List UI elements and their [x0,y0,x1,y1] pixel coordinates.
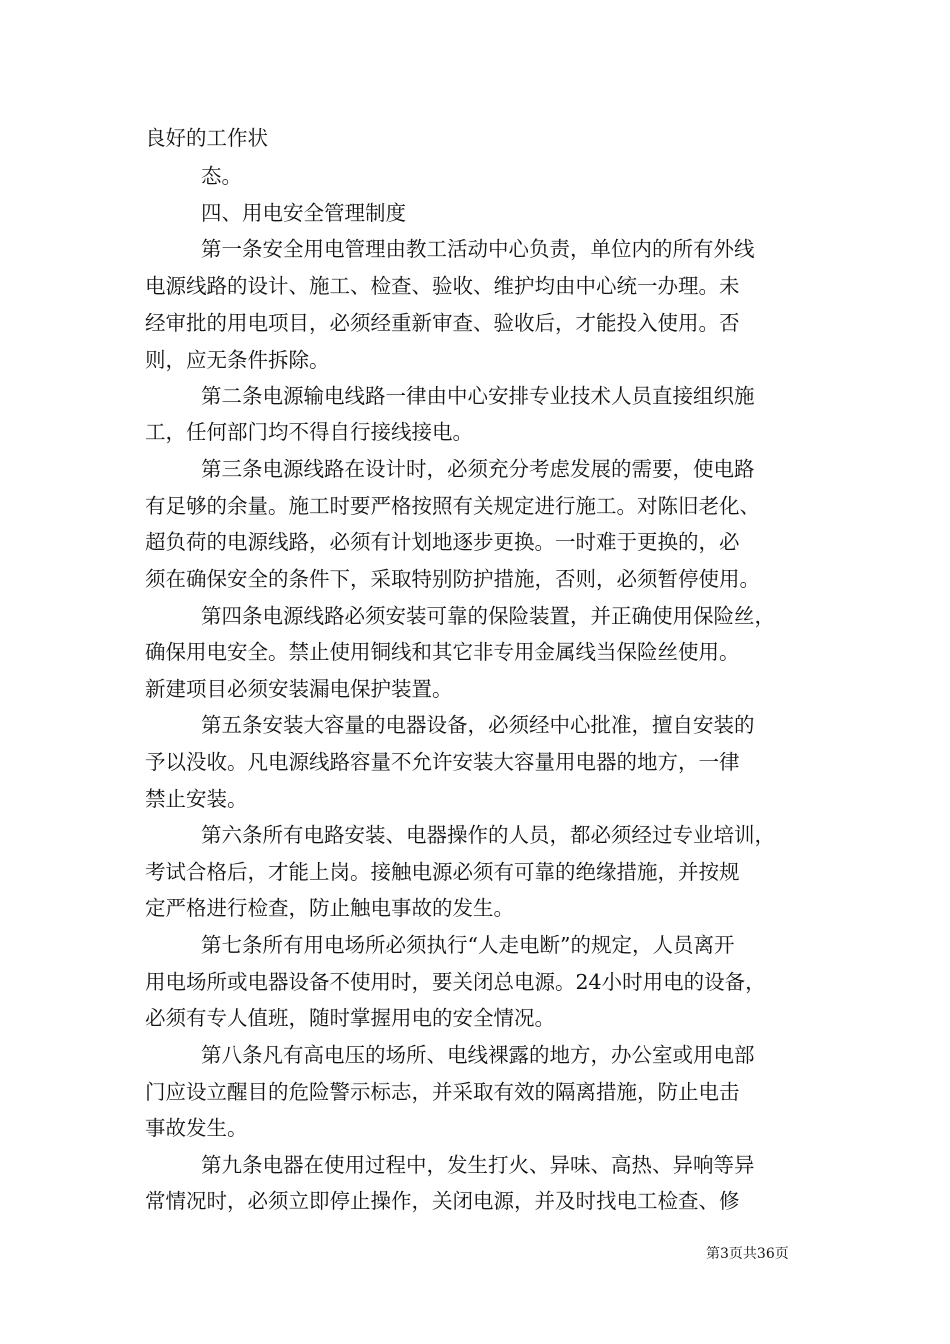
text-line: 必须有专人值班，随时掌握用电的安全情况。 [145,1006,555,1030]
text-line: 则，应无条件拆除。 [145,348,330,372]
text-line: 事故发生。 [145,1116,248,1140]
text-line: 第八条凡有高电压的场所、电线裸露的地方，办公室或用电部 [201,1043,755,1067]
text-line: 第九条电器在使用过程中，发生打火、异味、高热、异响等异 [201,1153,755,1177]
text-line: 用电场所或电器设备不使用时，要关闭总电源。24小时用电的设备， [145,970,766,994]
text-line: 新建项目必须安装漏电保护装置。 [145,677,453,701]
text-line: 工，任何部门均不得自行接线接电。 [145,420,473,444]
text-line: 第一条安全用电管理由教工活动中心负责，单位内的所有外线 [201,237,755,261]
text-line: 定严格进行检查，防止触电事故的发生。 [145,896,514,920]
text-line: 第七条所有用电场所必须执行“人走电断”的规定，人员离开 [201,933,735,957]
text-line: 考试合格后，才能上岗。接触电源必须有可靠的绝缘措施，并按规 [145,860,740,884]
text-line: 第五条安装大容量的电器设备，必须经中心批准，擅自安装的 [201,713,755,737]
text-line: 态。 [201,164,242,188]
text-line: 第六条所有电路安装、电器操作的人员，都必须经过专业培训， [201,823,775,847]
text-line: 有足够的余量。施工时要严格按照有关规定进行施工。对陈旧老化、 [145,494,760,518]
text-line: 良好的工作状 [145,126,268,150]
page-number: 第3页共36页 [706,1246,789,1262]
text-line: 第四条电源线路必须安装可靠的保险装置，并正确使用保险丝， [201,604,775,628]
section-heading: 四、用电安全管理制度 [201,201,406,225]
text-line: 禁止安装。 [145,787,248,811]
text-line: 第三条电源线路在设计时，必须充分考虑发展的需要，使电路 [201,457,755,481]
text-line: 电源线路的设计、施工、检查、验收、维护均由中心统一办理。未 [145,274,740,298]
text-line: 确保用电安全。禁止使用铜线和其它非专用金属线当保险丝使用。 [145,640,740,664]
text-line: 常情况时，必须立即停止操作，关闭电源，并及时找电工检查、修 [145,1189,740,1213]
text-line: 第二条电源输电线路一律由中心安排专业技术人员直接组织施 [201,384,755,408]
text-line: 须在确保安全的条件下，采取特别防护措施，否则，必须暂停使用。 [145,567,760,591]
text-line: 超负荷的电源线路，必须有计划地逐步更换。一时难于更换的，必 [145,530,740,554]
text-line: 经审批的用电项目，必须经重新审查、验收后，才能投入使用。否 [145,311,740,335]
text-line: 门应设立醒目的危险警示标志，并采取有效的隔离措施，防止电击 [145,1080,740,1104]
text-line: 予以没收。凡电源线路容量不允许安装大容量用电器的地方，一律 [145,750,740,774]
